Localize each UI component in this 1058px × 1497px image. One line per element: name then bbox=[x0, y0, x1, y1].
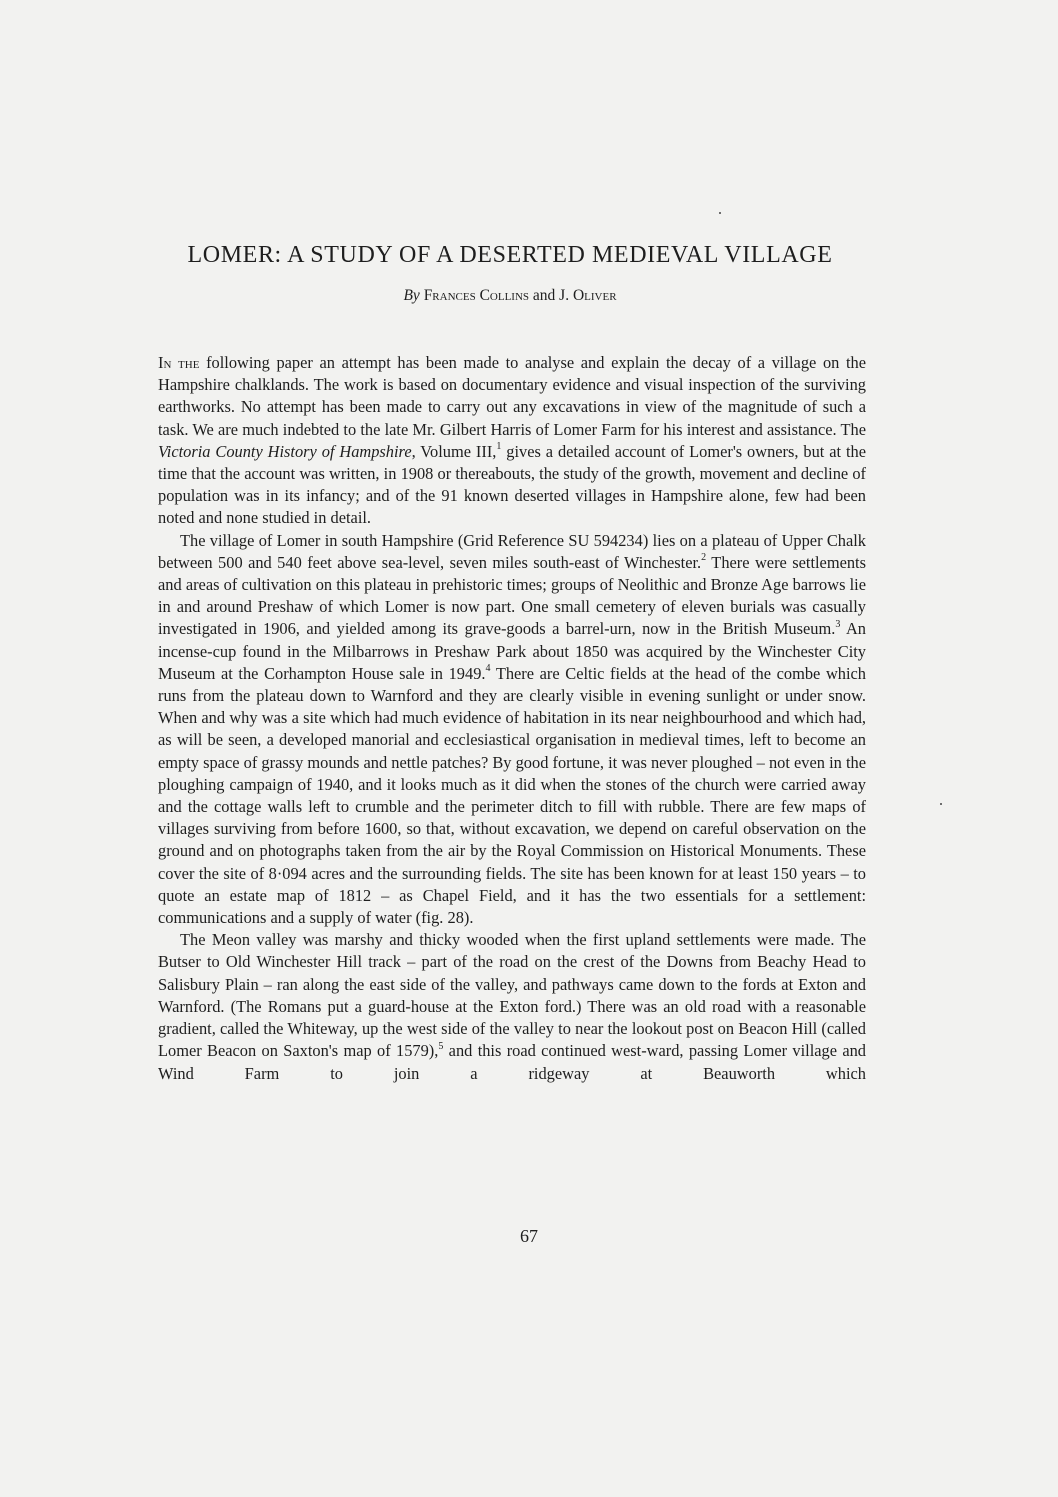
book-title: Victoria County History of Hampshire bbox=[158, 441, 412, 461]
p2-text-4: There are Celtic fields at the head of the combe which runs from the plateau down to Warnford and they are clearly visible in evening sunlight or under snow. When and why was a site which had much evidence of habitation in its near neighbourhood and which had, as will be seen, a developed manorial and ecclesiastical organisation in medieval times, left to become an empty space of grassy mounds and nettle patches? By good fortune, it was never ploughed – not even in the ploughing campaign of 1940, and it looks much as it did when the stones of the church were carried away and the cottage walls left to crumble and the perimeter ditch to fill with rubble. There are few maps of villages surviving from before 1600, so that, without excavation, we depend on careful observation on the ground and on photographs taken from the air by the Royal Commission on Historical Monuments. These cover the site of 8·094 acres and the surrounding fields. The site has been known for at least 150 years – to quote an estate map of 1812 – as Chapel Field, and it has the two essentials for a settlement: communications and a supply of water (fig. 28). bbox=[158, 663, 867, 928]
footnote-ref-2[interactable]: 2 bbox=[701, 552, 707, 564]
footnote-ref-5[interactable]: 5 bbox=[438, 1040, 444, 1052]
p1-text-1: following paper an attempt has been made to analyse and explain the decay of a village on the Hampshire chalklands. The work is based on documentary evidence and visual inspection of the surviving earthworks. No attempt has been made to carry out any excavations in view of the magnitude of such a task. We are much indebted to the late Mr. Gilbert Harris of Lomer Farm for his interest and assistance. The bbox=[158, 353, 867, 439]
author-2: J. Oliver bbox=[559, 287, 617, 304]
byline bbox=[120, 287, 900, 305]
p3-text-1: The Meon valley was marshy and thicky wooded when the first upland settlements were made. The Butser to Old Winchester Hill track – part of the road on the crest of the Downs from Beachy Head to Salisbury Plain – ran along the east side of the valley, and pathways came down to the fords at Exton and Warnford. (The Romans put a guard-house at the Exton ford.) There was an old road with a reasonable gradient, called the Whiteway, up the west side of the valley to near the lookout post on Beacon Hill (called Lomer Beacon on Saxton's map of 1579), bbox=[158, 930, 866, 1061]
p3-text-2: and this road continued west-ward, passing Lomer village and Wind Farm to join a ridgeway at Beauworth which bbox=[158, 1041, 866, 1083]
byline-by: By bbox=[403, 287, 420, 304]
byline-and: and bbox=[532, 287, 556, 304]
author-1: Frances Collins bbox=[423, 287, 530, 304]
article-body bbox=[158, 352, 866, 1085]
paragraph-1 bbox=[158, 352, 866, 530]
p2-text-3: An incense-cup found in the Milbarrows in Preshaw Park about 1850 was acquired by the Winchester City Museum at the Corhampton House sale in 1949. bbox=[158, 619, 866, 683]
paragraph-2 bbox=[158, 530, 866, 930]
p2-text-2: There were settlements and areas of cultivation on this plateau in prehistoric times; groups of Neolithic and Bronze Age barrows lie in and around Preshaw of which Lomer is now part. One small cemetery of eleven burials was casually investigated in 1906, and yielded among its grave-goods a barrel-urn, now in the British Museum. bbox=[158, 552, 866, 639]
scan-speck bbox=[940, 803, 942, 805]
lead-in: In the bbox=[158, 353, 200, 372]
paragraph-3 bbox=[158, 929, 866, 1084]
p2-text-1: The village of Lomer in south Hampshire (Grid Reference SU 594234) lies on a plateau of Upper Chalk between 500 and 540 feet above sea-level, seven miles south-east of Winchester. bbox=[158, 530, 866, 572]
article-title: LOMER: A STUDY OF A DESERTED MEDIEVAL VILLAGE bbox=[187, 242, 833, 268]
footnote-ref-3[interactable]: 3 bbox=[835, 618, 841, 630]
p1-text-3: gives a detailed account of Lomer's owners, but at the time that the account was written, in 1908 or thereabouts, the study of the growth, movement and decline of population was in its infancy; and of the 91 known deserted villages in Hampshire alone, few had been noted and none studied in detail. bbox=[158, 441, 866, 528]
scan-speck bbox=[719, 212, 721, 214]
page-number: 67 bbox=[520, 1226, 538, 1246]
p1-text-2: , Volume III, bbox=[411, 441, 497, 461]
footnote-ref-1[interactable]: 1 bbox=[496, 441, 502, 453]
footnote-ref-4[interactable]: 4 bbox=[485, 663, 491, 675]
